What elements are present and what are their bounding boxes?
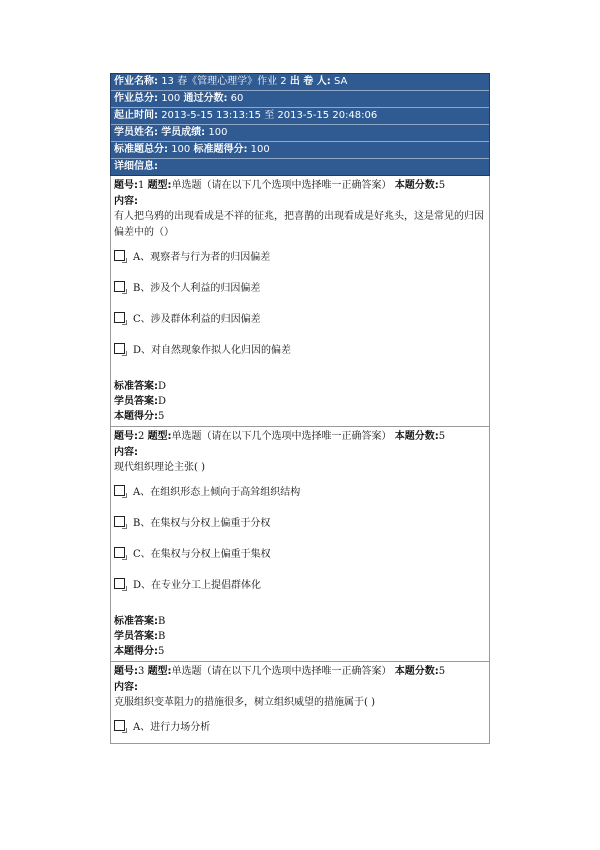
time-label: 起止时间: <box>114 110 158 121</box>
option-label: C、涉及群体利益的归因偏差 <box>133 314 261 325</box>
total-value: 100 <box>161 93 181 104</box>
radio-icon[interactable] <box>114 343 125 354</box>
radio-icon[interactable] <box>114 516 125 527</box>
detail-label: 详细信息: <box>114 161 158 172</box>
radio-icon[interactable] <box>114 578 125 589</box>
std-score-value: 100 <box>250 144 270 155</box>
total-label: 作业总分: <box>114 93 158 104</box>
option-c[interactable] <box>114 546 486 577</box>
earned-label: 本题得分: <box>114 646 158 657</box>
qnum-value: 2 <box>138 431 145 442</box>
student-answer-row <box>114 394 486 409</box>
student-answer-label: 学员答案: <box>114 631 158 642</box>
std-answer-row <box>114 379 486 394</box>
content-label: 内容: <box>114 682 138 693</box>
question-block-1 <box>110 176 490 427</box>
qscore-value: 5 <box>438 431 446 442</box>
question-block-3 <box>110 662 490 744</box>
option-a[interactable] <box>114 484 486 515</box>
earned-label: 本题得分: <box>114 411 158 422</box>
earned-value: 5 <box>158 646 165 657</box>
option-label: D、在专业分工上提倡群体化 <box>133 580 262 591</box>
content-label: 内容: <box>114 196 138 207</box>
header-row-detail <box>111 159 489 175</box>
student-answer-label: 学员答案: <box>114 396 158 407</box>
qscore-label: 本题分数: <box>394 666 439 677</box>
radio-icon[interactable] <box>114 485 125 496</box>
title-value: 13 春《管理心理学》作业 2 <box>161 76 287 87</box>
question-stem: 有人把乌鸦的出现看成是不祥的征兆，把喜鹊的出现看成是好兆头，这是常见的归因偏差中的（） <box>114 211 484 238</box>
option-label: A、观察者与行为者的归因偏差 <box>133 252 271 263</box>
std-score-label: 标准题得分: <box>193 144 248 155</box>
answer-summary <box>114 614 486 659</box>
option-label: B、涉及个人利益的归因偏差 <box>133 283 261 294</box>
title-label: 作业名称: <box>114 76 158 87</box>
author-value: SA <box>333 76 348 87</box>
option-label: B、在集权与分权上偏重于分权 <box>133 518 271 529</box>
time-start: 2013-5-15 13:13:15 <box>161 110 262 121</box>
option-c[interactable] <box>114 311 486 342</box>
qscore-label: 本题分数: <box>394 180 439 191</box>
option-label: D、对自然现象作拟人化归因的偏差 <box>133 345 292 356</box>
option-b[interactable] <box>114 515 486 546</box>
header-row-student <box>111 125 489 142</box>
content-label: 内容: <box>114 447 138 458</box>
option-a[interactable] <box>114 249 486 280</box>
student-label: 学员姓名: <box>114 127 158 138</box>
earned-row <box>114 644 486 659</box>
qtype-value: 单选题（请在以下几个选项中选择唯一正确答案） <box>171 666 392 677</box>
option-label: A、进行力场分析 <box>133 722 211 733</box>
earned-row <box>114 409 486 424</box>
qtype-value: 单选题（请在以下几个选项中选择唯一正确答案） <box>171 431 392 442</box>
question-meta <box>114 429 486 445</box>
radio-icon[interactable] <box>114 312 125 323</box>
option-d[interactable] <box>114 577 486 608</box>
header-row-time <box>111 108 489 125</box>
score-label: 学员成绩: <box>161 127 206 138</box>
option-b[interactable] <box>114 280 486 311</box>
qtype-label: 题型: <box>147 180 172 191</box>
option-a[interactable] <box>114 719 486 737</box>
qscore-label: 本题分数: <box>394 431 439 442</box>
pass-value: 60 <box>230 93 244 104</box>
pass-label: 通过分数: <box>183 93 228 104</box>
qnum-label: 题号: <box>114 180 138 191</box>
radio-icon[interactable] <box>114 281 125 292</box>
question-stem: 克服组织变革阻力的措施很多，树立组织威望的措施属于( ) <box>114 697 375 708</box>
std-answer-label: 标准答案: <box>114 616 158 627</box>
option-d[interactable] <box>114 342 486 373</box>
radio-icon[interactable] <box>114 250 125 261</box>
qtype-label: 题型: <box>147 431 172 442</box>
question-meta <box>114 178 486 194</box>
std-answer-value: D <box>158 381 167 392</box>
qscore-value: 5 <box>438 666 446 677</box>
student-answer-value: D <box>158 396 167 407</box>
header-row-standard <box>111 142 489 159</box>
std-answer-label: 标准答案: <box>114 381 158 392</box>
std-answer-row <box>114 614 486 629</box>
std-answer-value: B <box>158 616 166 627</box>
time-end: 2013-5-15 20:48:06 <box>277 110 378 121</box>
option-label: A、在组织形态上倾向于高耸组织结构 <box>133 487 301 498</box>
assignment-header <box>110 73 490 176</box>
score-value: 100 <box>208 127 228 138</box>
std-total-value: 100 <box>171 144 191 155</box>
student-answer-row <box>114 629 486 644</box>
qnum-value: 1 <box>138 180 145 191</box>
question-block-2 <box>110 427 490 662</box>
std-total-label: 标准题总分: <box>114 144 168 155</box>
student-answer-value: B <box>158 631 166 642</box>
question-stem: 现代组织理论主张( ) <box>114 462 205 473</box>
assignment-sheet <box>110 73 490 744</box>
earned-value: 5 <box>158 411 165 422</box>
qnum-label: 题号: <box>114 666 138 677</box>
question-meta <box>114 664 486 680</box>
qtype-label: 题型: <box>147 666 172 677</box>
header-row-total <box>111 91 489 108</box>
header-row-title <box>111 74 489 91</box>
qscore-value: 5 <box>438 180 446 191</box>
qnum-value: 3 <box>138 666 145 677</box>
qtype-value: 单选题（请在以下几个选项中选择唯一正确答案） <box>171 180 392 191</box>
time-separator: 至 <box>264 110 275 121</box>
author-label: 出 卷 人: <box>289 76 331 87</box>
option-label: C、在集权与分权上偏重于集权 <box>133 549 271 560</box>
radio-icon[interactable] <box>114 547 125 558</box>
answer-summary <box>114 379 486 424</box>
qnum-label: 题号: <box>114 431 138 442</box>
radio-icon[interactable] <box>114 720 125 731</box>
